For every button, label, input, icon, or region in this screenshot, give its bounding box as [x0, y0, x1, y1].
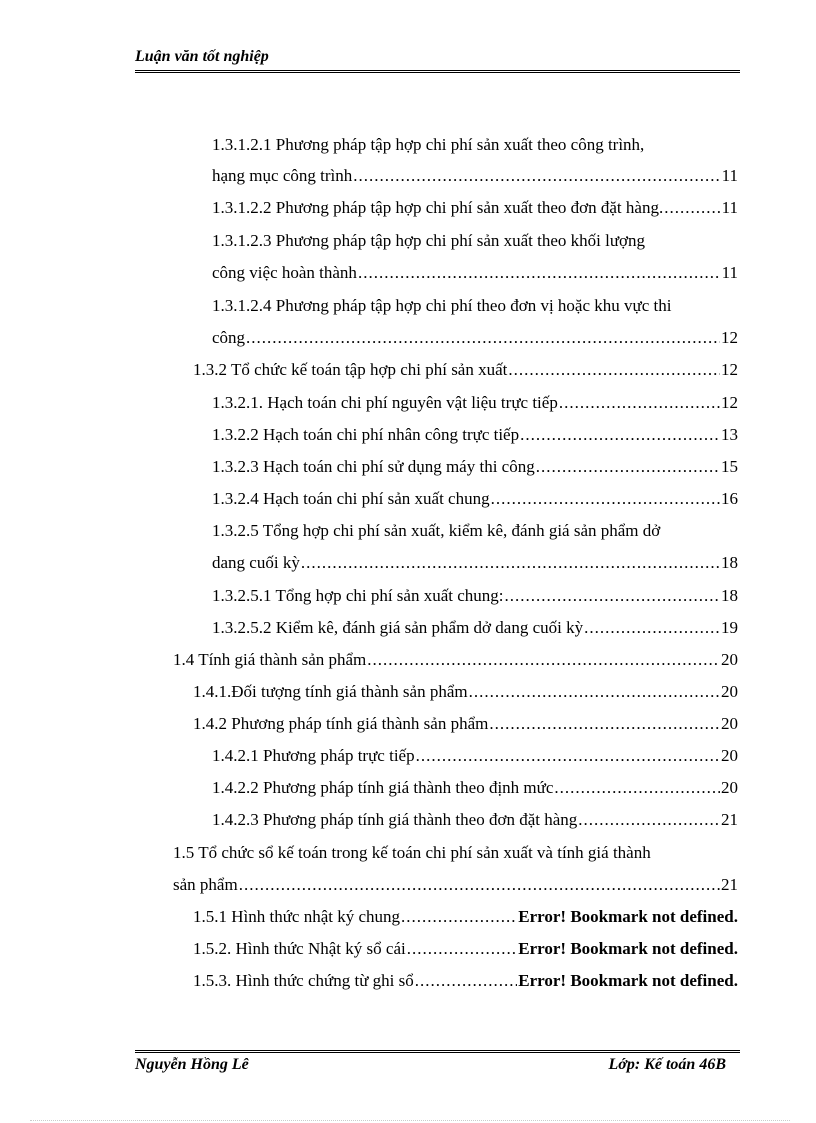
toc-entry[interactable] — [212, 551, 738, 575]
toc-entry-text: 1.5.3. Hình thức chứng từ ghi sổ — [193, 971, 414, 990]
toc-entry[interactable] — [212, 423, 738, 447]
toc-entry-text: công — [212, 328, 246, 347]
toc-entry-text: 1.3.2.5.2 Kiểm kê, đánh giá sản phẩm dở dang cuối kỳ — [212, 618, 584, 637]
toc-entry[interactable] — [173, 841, 651, 865]
toc-entry-text: 1.3.2.5.1 Tổng hợp chi phí sản xuất chung: — [212, 586, 504, 605]
dot-leader — [367, 648, 720, 672]
dot-leader — [301, 551, 720, 575]
toc-entry-text: 1.5 Tổ chức sổ kế toán trong kế toán chi phí sản xuất và tính giá thành — [173, 843, 651, 862]
toc-entry[interactable] — [193, 712, 738, 736]
toc-page-number: 20 — [721, 746, 738, 765]
dot-leader — [401, 905, 517, 929]
toc-entry-text: 1.3.2 Tổ chức kế toán tập hợp chi phí sản xuất — [193, 360, 508, 379]
toc-entry[interactable] — [193, 905, 738, 929]
toc-entry-text: dang cuối kỳ — [212, 553, 300, 572]
toc-entry[interactable] — [212, 229, 645, 253]
toc-entry[interactable] — [212, 616, 738, 640]
toc-page-number: 15 — [721, 457, 738, 476]
dot-leader — [416, 744, 720, 768]
toc-entry-text: công việc hoàn thành — [212, 263, 357, 282]
footer-divider — [135, 1050, 740, 1053]
footer-author: Nguyễn Hồng Lê — [135, 1056, 249, 1073]
dot-leader — [246, 326, 720, 350]
toc-entry-text: 1.5.2. Hình thức Nhật ký sổ cái — [193, 939, 406, 958]
dot-leader — [407, 937, 518, 961]
toc-entry[interactable] — [212, 487, 738, 511]
toc-entry-text: 1.3.2.3 Hạch toán chi phí sử dụng máy thi công — [212, 457, 535, 476]
toc-entry-text: 1.3.1.2.3 Phương pháp tập hợp chi phí sản xuất theo khối lượng — [212, 231, 646, 250]
toc-entry-text: 1.3.1.2.2 Phương pháp tập hợp chi phí sản xuất theo đơn đặt hàng — [212, 198, 659, 217]
dot-leader — [505, 584, 720, 608]
toc-page-number: 11 — [721, 166, 738, 185]
toc-page-number: 21 — [721, 810, 738, 829]
toc-entry-text: 1.4.2 Phương pháp tính giá thành sản phẩm — [193, 714, 489, 733]
toc-page-number: 12 — [721, 360, 738, 379]
toc-page-number: 12 — [721, 393, 738, 412]
dot-leader — [353, 164, 720, 188]
toc-entry-text: 1.3.2.2 Hạch toán chi phí nhân công trực tiếp — [212, 425, 520, 444]
toc-entry[interactable] — [212, 326, 738, 350]
dot-leader — [559, 391, 720, 415]
dot-leader — [415, 969, 517, 993]
toc-page-number: 20 — [721, 714, 738, 733]
dot-leader — [491, 487, 720, 511]
toc-page-number: 18 — [721, 553, 738, 572]
toc-page-error: Error! Bookmark not defined. — [518, 907, 738, 926]
toc-entry[interactable] — [173, 648, 738, 672]
toc-entry-text: 1.3.1.2.1 Phương pháp tập hợp chi phí sản xuất theo công trình, — [212, 135, 645, 154]
toc-entry[interactable] — [193, 358, 738, 382]
toc-entry[interactable] — [212, 584, 738, 608]
toc-page-number: 13 — [721, 425, 738, 444]
dot-leader — [584, 616, 720, 640]
toc-entry[interactable] — [212, 294, 671, 318]
toc-page-number: 20 — [721, 650, 738, 669]
running-header-title: Luận văn tốt nghiệp — [135, 48, 269, 65]
toc-entry[interactable] — [212, 808, 738, 832]
toc-entry-text: 1.4 Tính giá thành sản phẩm — [173, 650, 367, 669]
dot-leader — [239, 873, 720, 897]
toc-page-number: 16 — [721, 489, 738, 508]
toc-entry[interactable] — [212, 164, 738, 188]
toc-entry[interactable] — [193, 969, 738, 993]
toc-entry[interactable] — [212, 196, 738, 220]
toc-page-number: 11 — [721, 198, 738, 217]
toc-entry[interactable] — [193, 680, 738, 704]
toc-page-number: 21 — [721, 875, 738, 894]
toc-page-number: 20 — [721, 682, 738, 701]
toc-entry-text: 1.3.2.4 Hạch toán chi phí sản xuất chung — [212, 489, 490, 508]
toc-entry-text: 1.3.2.5 Tổng hợp chi phí sản xuất, kiểm kê, đánh giá sản phẩm dở — [212, 521, 661, 540]
dot-leader — [489, 712, 720, 736]
toc-entry[interactable] — [212, 133, 644, 157]
toc-entry[interactable] — [212, 391, 738, 415]
dot-leader — [469, 680, 720, 704]
toc-entry[interactable] — [193, 937, 738, 961]
dot-leader — [659, 196, 722, 220]
toc-entry-text: 1.3.2.1. Hạch toán chi phí nguyên vật liệu trực tiếp — [212, 393, 558, 412]
dot-leader — [554, 776, 720, 800]
dot-leader — [536, 455, 720, 479]
toc-entry-text: sản phẩm — [173, 875, 238, 894]
toc-entry-text: 1.4.2.3 Phương pháp tính giá thành theo đơn đặt hàng — [212, 810, 578, 829]
toc-entry[interactable] — [212, 261, 738, 285]
toc-entry-text: hạng mục công trình — [212, 166, 353, 185]
header-divider — [135, 70, 740, 73]
toc-entry-text: 1.5.1 Hình thức nhật ký chung — [193, 907, 401, 926]
toc-entry[interactable] — [212, 776, 738, 800]
dot-leader — [358, 261, 721, 285]
dot-leader — [578, 808, 720, 832]
page-bottom-edge — [30, 1120, 790, 1121]
toc-entry[interactable] — [212, 744, 738, 768]
toc-entry[interactable] — [173, 873, 738, 897]
toc-entry-text: 1.4.1.Đối tượng tính giá thành sản phẩm — [193, 682, 468, 701]
toc-entry[interactable] — [212, 519, 660, 543]
toc-page-number: 12 — [721, 328, 738, 347]
toc-entry-text: 1.3.1.2.4 Phương pháp tập hợp chi phí theo đơn vị hoặc khu vực thi — [212, 296, 672, 315]
toc-page-number: 11 — [721, 263, 738, 282]
footer-class: Lớp: Kế toán 46B — [608, 1056, 726, 1073]
toc-entry[interactable] — [212, 455, 738, 479]
dot-leader — [520, 423, 720, 447]
toc-page-error: Error! Bookmark not defined. — [518, 939, 738, 958]
toc-page-error: Error! Bookmark not defined. — [518, 971, 738, 990]
dot-leader — [508, 358, 720, 382]
toc-page-number: 19 — [721, 618, 738, 637]
toc-page-number: 18 — [721, 586, 738, 605]
toc-entry-text: 1.4.2.1 Phương pháp trực tiếp — [212, 746, 415, 765]
toc-page-number: 20 — [721, 778, 738, 797]
toc-entry-text: 1.4.2.2 Phương pháp tính giá thành theo định mức — [212, 778, 554, 797]
